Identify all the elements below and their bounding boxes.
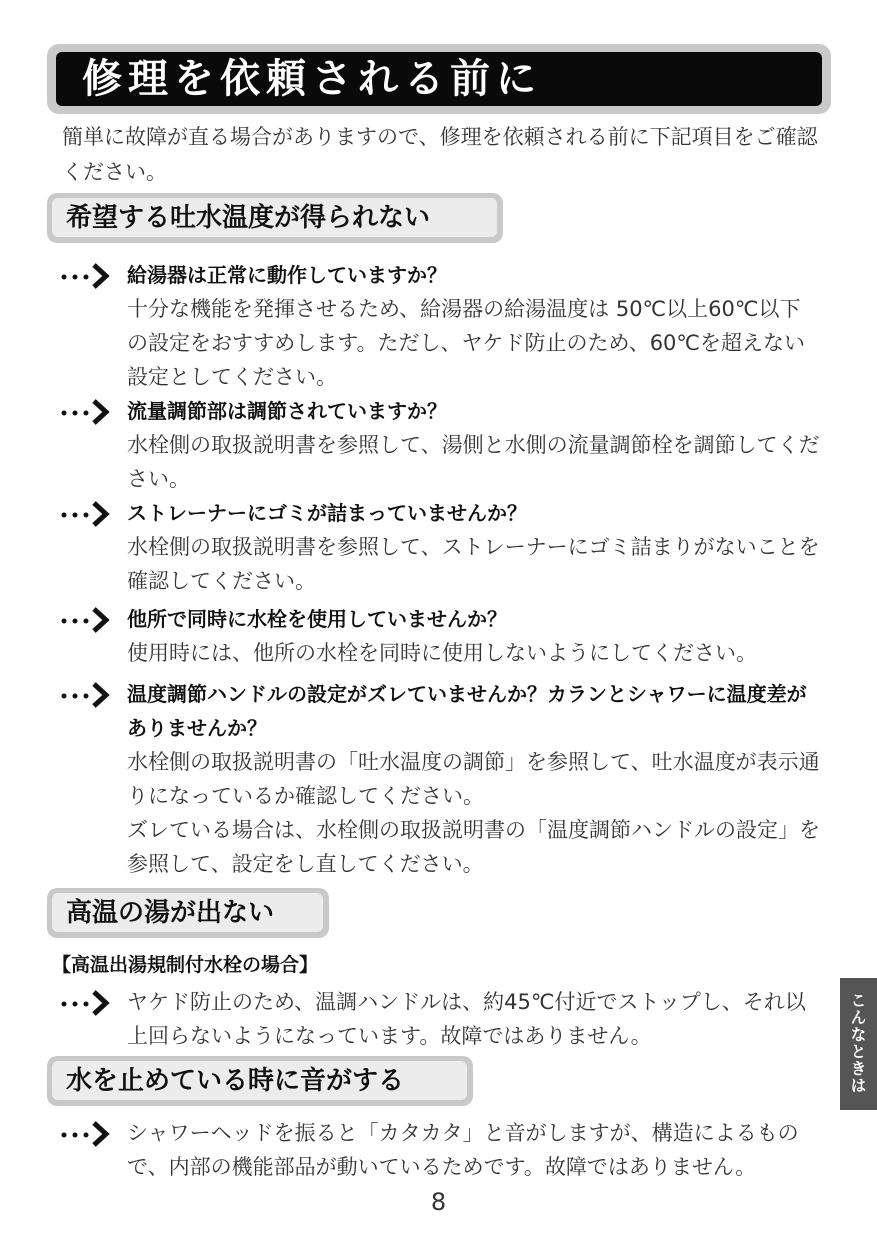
check-answer-note: ズレている場合は、水栓側の取扱説明書の「温度調節ハンドルの設定」を参照して、設定をし直してください。 — [127, 818, 820, 876]
check-question: 温度調節ハンドルの設定がズレていませんか？カランとシャワーに温度差がありませんか？ — [127, 682, 807, 740]
section-heading-temperature — [47, 193, 503, 243]
checklist-item — [60, 602, 820, 670]
checklist-item — [60, 1116, 820, 1184]
page-title-background — [56, 52, 822, 106]
check-answer: 水栓側の取扱説明書を参照して、湯側と水側の流量調節栓を調節してください。 — [127, 433, 820, 491]
check-text: シャワーヘッドを振ると「カタカタ」と音がしますが、構造によるもので、内部の機能部品が動いているためです。故障ではありません。 — [127, 1121, 799, 1179]
section-sublabel: 【高温出湯規制付水栓の場合】 — [52, 954, 319, 976]
section-heading-text: 高温の湯が出ない — [66, 898, 275, 928]
side-index-tab[interactable] — [840, 978, 877, 1110]
arrow-bullet-icon — [60, 258, 120, 292]
page-title-bar — [47, 44, 831, 114]
check-question: 他所で同時に水栓を使用していませんか？ — [127, 607, 507, 631]
arrow-bullet-icon — [60, 602, 120, 636]
check-question: 流量調節部は調節されていますか？ — [127, 399, 447, 423]
arrow-bullet-icon — [60, 496, 120, 530]
check-answer: 水栓側の取扱説明書の「吐水温度の調節」を参照して、吐水温度が表示通りになっているか確認してください。 — [127, 750, 820, 808]
section-heading-text: 希望する吐水温度が得られない — [66, 203, 431, 233]
section-heading-noise — [47, 1056, 473, 1106]
arrow-bullet-icon — [60, 394, 120, 428]
check-question: ストレーナーにゴミが詰まっていませんか？ — [127, 501, 527, 525]
arrow-bullet-icon — [60, 985, 120, 1019]
check-question: 給湯器は正常に動作していますか？ — [127, 263, 447, 287]
checklist-item — [60, 496, 820, 598]
check-answer: 十分な機能を発揮させるため、給湯器の給湯温度は 50℃以上60℃以下の設定をおすすめします。ただし、ヤケド防止のため、60℃を超えない設定としてください。 — [127, 297, 805, 389]
page-number: 8 — [430, 1188, 447, 1216]
checklist-item — [60, 985, 820, 1053]
section-heading-text: 水を止めている時に音がする — [66, 1066, 405, 1096]
intro-text: 簡単に故障が直る場合がありますので、修理を依頼される前に下記項目をご確認ください。 — [62, 125, 818, 184]
checklist-item — [60, 394, 820, 496]
check-text: ヤケド防止のため、温調ハンドルは、約45℃付近でストップし、それ以上回らないようになっています。故障ではありません。 — [127, 990, 806, 1048]
check-answer: 使用時には、他所の水栓を同時に使用しないようにしてください。 — [127, 641, 757, 665]
section-heading-no-hot-water — [47, 888, 329, 938]
side-index-tab-label: こんなときは — [848, 992, 867, 1094]
check-answer: 水栓側の取扱説明書を参照して、ストレーナーにゴミ詰まりがないことを確認してください。 — [127, 535, 820, 593]
checklist-item — [60, 258, 820, 394]
arrow-bullet-icon — [60, 1116, 120, 1150]
checklist-item — [60, 677, 820, 881]
page-title: 修理を依頼される前に — [82, 56, 542, 102]
arrow-bullet-icon — [60, 677, 120, 711]
